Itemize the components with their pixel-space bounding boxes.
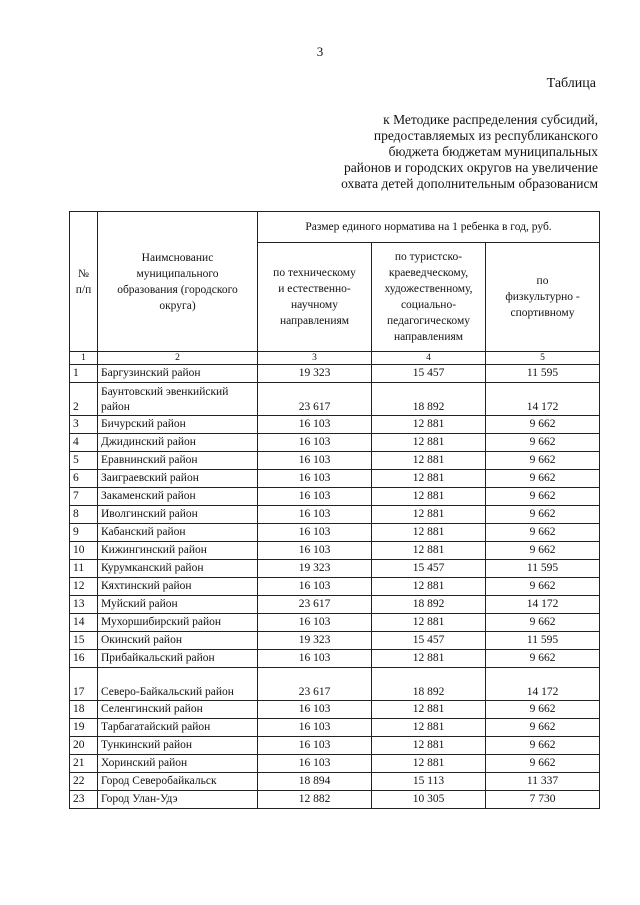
municipality-name: Муйский район [98,596,258,614]
column-header-municipality: Наимснованис муниципального образования (городского округа) [98,212,258,352]
sport-norm-value: 9 662 [486,506,600,524]
sport-norm-value: 9 662 [486,524,600,542]
tourism-norm-value: 12 881 [372,488,486,506]
tourism-norm-value: 18 892 [372,596,486,614]
sport-norm-value: 9 662 [486,755,600,773]
technical-norm-value: 16 103 [258,452,372,470]
tourism-norm-value: 12 881 [372,416,486,434]
row-number: 19 [70,719,98,737]
sport-norm-value: 7 730 [486,791,600,809]
tourism-norm-value: 12 881 [372,452,486,470]
table-row [70,596,600,614]
municipality-name: Джидинский район [98,434,258,452]
row-number: 17 [70,668,98,701]
sport-norm-value: 11 595 [486,632,600,650]
row-number: 4 [70,434,98,452]
row-number: 1 [70,365,98,383]
municipality-name: Еравнинский район [98,452,258,470]
tourism-norm-value: 12 881 [372,650,486,668]
municipality-name: Кяхтинский район [98,578,258,596]
municipality-name: Баргузинский район [98,365,258,383]
technical-norm-value: 16 103 [258,755,372,773]
subsidy-norms-table [69,211,600,809]
municipality-name: Курумканский район [98,560,258,578]
table-row [70,452,600,470]
row-number: 20 [70,737,98,755]
technical-norm-value: 16 103 [258,470,372,488]
tourism-norm-value: 15 457 [372,560,486,578]
sport-norm-value: 11 595 [486,560,600,578]
tourism-norm-value: 12 881 [372,737,486,755]
tourism-norm-value: 12 881 [372,470,486,488]
municipality-name: Кижингинский район [98,542,258,560]
column-index: 3 [258,352,372,365]
sport-norm-value: 9 662 [486,452,600,470]
technical-norm-value: 16 103 [258,719,372,737]
technical-norm-value: 16 103 [258,737,372,755]
technical-norm-value: 16 103 [258,416,372,434]
sport-norm-value: 9 662 [486,488,600,506]
row-number: 5 [70,452,98,470]
tourism-norm-value: 12 881 [372,755,486,773]
page-number: 3 [316,44,324,59]
methodology-line: охвата детей дополнительным образованисм [341,176,598,191]
sport-norm-value: 11 595 [486,365,600,383]
technical-norm-value: 16 103 [258,578,372,596]
row-number: 12 [70,578,98,596]
tourism-norm-value: 15 113 [372,773,486,791]
tourism-norm-value: 12 881 [372,701,486,719]
sport-norm-value: 11 337 [486,773,600,791]
table-row [70,416,600,434]
tourism-norm-value: 12 881 [372,614,486,632]
row-number: 13 [70,596,98,614]
technical-norm-value: 12 882 [258,791,372,809]
table-row [70,632,600,650]
technical-norm-value: 19 323 [258,365,372,383]
sport-norm-value: 9 662 [486,578,600,596]
sport-norm-value: 9 662 [486,434,600,452]
row-number: 3 [70,416,98,434]
technical-norm-value: 16 103 [258,542,372,560]
municipality-name: Окинский район [98,632,258,650]
municipality-name: Мухоршибирский район [98,614,258,632]
sport-norm-value: 9 662 [486,416,600,434]
table-row [70,560,600,578]
column-index: 2 [98,352,258,365]
table-row [70,701,600,719]
methodology-reference [258,112,598,192]
row-number: 15 [70,632,98,650]
row-number: 23 [70,791,98,809]
row-number: 2 [70,383,98,416]
column-header-number: № п/п [70,212,98,352]
technical-norm-value: 18 894 [258,773,372,791]
sport-norm-value: 9 662 [486,614,600,632]
sport-norm-value: 9 662 [486,701,600,719]
tourism-norm-value: 15 457 [372,632,486,650]
table-row [70,383,600,416]
technical-norm-value: 23 617 [258,383,372,416]
municipality-name: Тункинский район [98,737,258,755]
row-number: 22 [70,773,98,791]
technical-norm-value: 23 617 [258,596,372,614]
municipality-name: Северо-Байкальский район [98,668,258,701]
municipality-name: Бичурский район [98,416,258,434]
municipality-name: Заиграевский район [98,470,258,488]
municipality-name: Город Улан-Удэ [98,791,258,809]
table-row [70,524,600,542]
tourism-norm-value: 12 881 [372,719,486,737]
table-row [70,434,600,452]
methodology-line: бюджета бюджетам муниципальных [388,144,598,159]
row-number: 11 [70,560,98,578]
table-row [70,506,600,524]
sport-norm-value: 14 172 [486,668,600,701]
table-label: Таблица [546,76,596,91]
municipality-name: Прибайкальский район [98,650,258,668]
table-row [70,488,600,506]
municipality-name: Селенгинский район [98,701,258,719]
municipality-name: Баунтовский эвенкийский район [98,383,258,416]
table-row [70,773,600,791]
municipality-name: Кабанский район [98,524,258,542]
technical-norm-value: 16 103 [258,524,372,542]
tourism-norm-value: 15 457 [372,365,486,383]
tourism-norm-value: 12 881 [372,578,486,596]
table-row [70,614,600,632]
municipality-name: Иволгинский район [98,506,258,524]
table-row [70,755,600,773]
row-number: 7 [70,488,98,506]
tourism-norm-value: 12 881 [372,434,486,452]
technical-norm-value: 16 103 [258,488,372,506]
methodology-line: к Методике распределения субсидий, [383,112,598,127]
table-row [70,791,600,809]
column-index: 4 [372,352,486,365]
tourism-norm-value: 18 892 [372,383,486,416]
technical-norm-value: 16 103 [258,650,372,668]
table-row [70,650,600,668]
technical-norm-value: 16 103 [258,614,372,632]
sport-norm-value: 9 662 [486,719,600,737]
column-header-sport: по физкультурно - спортивному [486,243,600,352]
tourism-norm-value: 12 881 [372,506,486,524]
technical-norm-value: 16 103 [258,701,372,719]
column-index: 5 [486,352,600,365]
row-number: 18 [70,701,98,719]
tourism-norm-value: 18 892 [372,668,486,701]
technical-norm-value: 16 103 [258,434,372,452]
column-header-technical: по техническому и естественно- научному направлениям [258,243,372,352]
table-row [70,668,600,701]
tourism-norm-value: 12 881 [372,542,486,560]
table-row [70,578,600,596]
group-header-norm-size: Размер единого норматива на 1 ребенка в год, руб. [258,212,600,243]
row-number: 8 [70,506,98,524]
technical-norm-value: 23 617 [258,668,372,701]
sport-norm-value: 9 662 [486,737,600,755]
municipality-name: Хоринский район [98,755,258,773]
table-row [70,719,600,737]
row-number: 16 [70,650,98,668]
sport-norm-value: 14 172 [486,596,600,614]
sport-norm-value: 9 662 [486,470,600,488]
sport-norm-value: 9 662 [486,650,600,668]
methodology-line: предоставляемых из республиканского [373,128,598,143]
municipality-name: Закаменский район [98,488,258,506]
row-number: 14 [70,614,98,632]
technical-norm-value: 19 323 [258,560,372,578]
column-header-tourism: по туристско- краеведческому, художественному, социально- педагогическому направлениям [372,243,486,352]
row-number: 9 [70,524,98,542]
technical-norm-value: 16 103 [258,506,372,524]
row-number: 6 [70,470,98,488]
sport-norm-value: 14 172 [486,383,600,416]
municipality-name: Город Северобайкальск [98,773,258,791]
row-number: 10 [70,542,98,560]
methodology-line: районов и городских округов на увеличение [343,160,598,175]
row-number: 21 [70,755,98,773]
tourism-norm-value: 12 881 [372,524,486,542]
table-row [70,365,600,383]
column-index: 1 [70,352,98,365]
municipality-name: Тарбагатайский район [98,719,258,737]
tourism-norm-value: 10 305 [372,791,486,809]
table-row [70,737,600,755]
table-row [70,542,600,560]
table-row [70,470,600,488]
sport-norm-value: 9 662 [486,542,600,560]
technical-norm-value: 19 323 [258,632,372,650]
